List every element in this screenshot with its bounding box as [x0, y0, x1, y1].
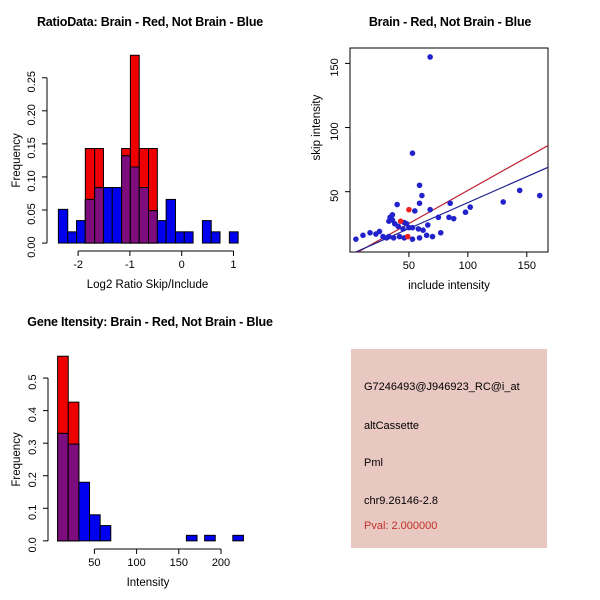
scatter-point-blue	[410, 236, 416, 242]
y-tick-label: 0.05	[26, 203, 38, 225]
histogram-bar-overlap	[122, 156, 131, 243]
y-tick-label: 0.3	[27, 439, 39, 455]
y-tick-label: 0.0	[27, 537, 39, 553]
x-tick-label: 100	[127, 557, 146, 569]
scatter-point-blue	[420, 227, 426, 233]
histogram-bar-overlap	[95, 188, 104, 244]
histogram-bar-blue	[205, 535, 216, 541]
histogram-bar-blue	[79, 482, 90, 541]
scatter-point-blue	[380, 234, 386, 240]
x-tick-label: 0	[178, 259, 185, 271]
scatter-point-blue	[394, 202, 400, 208]
pval-text: Pval: 2.000000	[364, 520, 438, 532]
gene-info-box	[351, 349, 547, 548]
x-tick-label: 200	[211, 557, 231, 569]
scatter-point-blue	[427, 54, 433, 60]
histogram-bar-blue	[202, 221, 211, 243]
intensity-scatter-title: Brain - Red, Not Brain - Blue	[368, 15, 532, 29]
y-tick-label: 150	[329, 58, 341, 77]
scatter-point-blue	[367, 230, 373, 236]
histogram-bar-overlap	[68, 444, 79, 541]
scatter-point-blue	[438, 230, 444, 236]
histogram-bar-blue	[103, 188, 112, 244]
ratio-histogram-title: RatioData: Brain - Red, Not Brain - Blue	[36, 15, 264, 29]
histogram-bar-blue	[186, 535, 197, 541]
y-tick-label: 0.2	[27, 472, 39, 488]
y-tick-label: 0.20	[26, 104, 38, 126]
event-type-text: altCassette	[364, 420, 420, 432]
histogram-bar-overlap	[85, 199, 94, 243]
y-tick-label: 0.4	[27, 406, 39, 423]
gene-intensity-histogram-chart	[0, 300, 300, 600]
scatter-point-red	[406, 207, 412, 213]
histogram-bar-overlap	[149, 211, 158, 243]
x-axis-label: Log2 Ratio Skip/Include	[86, 279, 209, 291]
scatter-point-blue	[537, 193, 543, 199]
scatter-point-blue	[391, 235, 397, 241]
histogram-bar-blue	[166, 199, 175, 243]
y-tick-label: 0.5	[27, 374, 39, 390]
histogram-bar-overlap	[58, 433, 69, 540]
histogram-bar-blue	[233, 535, 244, 541]
scatter-point-blue	[410, 150, 416, 156]
scatter-point-blue	[446, 215, 452, 221]
y-tick-label: 100	[329, 122, 341, 141]
x-tick-label: -2	[73, 259, 83, 271]
y-tick-label: 0.25	[26, 71, 38, 93]
x-tick-label: 50	[402, 260, 416, 272]
scatter-point-blue	[360, 233, 366, 239]
scatter-point-blue	[417, 235, 423, 241]
histogram-bar-blue	[157, 221, 166, 243]
scatter-point-blue	[417, 182, 423, 188]
scatter-point-blue	[451, 216, 457, 222]
scatter-point-blue	[373, 231, 379, 237]
x-axis-label: include intensity	[408, 280, 490, 292]
histogram-bar-blue	[77, 221, 86, 243]
y-tick-label: 0.00	[26, 236, 38, 258]
scatter-point-blue	[400, 226, 406, 232]
x-tick-label: -1	[124, 259, 135, 271]
y-tick-label: 0.15	[26, 137, 38, 159]
scatter-point-blue	[425, 222, 431, 228]
histogram-bar-blue	[112, 188, 121, 244]
histogram-bar-blue	[184, 232, 193, 243]
plot-box	[350, 48, 548, 252]
scatter-point-blue	[427, 207, 433, 213]
scatter-point-blue	[430, 234, 436, 240]
scatter-point-blue	[386, 218, 392, 224]
y-tick-label: 0.10	[25, 170, 38, 192]
panel-gene-intensity-histogram	[0, 300, 300, 600]
x-tick-label: 150	[169, 557, 188, 569]
scatter-point-blue	[463, 209, 469, 215]
x-tick-label: 1	[230, 259, 237, 271]
histogram-bar-overlap	[130, 167, 139, 243]
gene-name-text: Pml	[364, 457, 383, 469]
scatter-point-blue	[447, 200, 453, 206]
histogram-bar-blue	[229, 232, 238, 243]
x-tick-label: 100	[458, 260, 478, 272]
scatter-point-blue	[500, 199, 506, 205]
gene-intensity-histogram-title: Gene Itensity: Brain - Red, Not Brain - Blue	[27, 315, 273, 329]
scatter-point-blue	[517, 188, 523, 194]
scatter-point-blue	[412, 208, 418, 214]
x-tick-label: 50	[88, 557, 101, 569]
histogram-bar-blue	[90, 515, 101, 541]
scatter-point-blue	[417, 200, 423, 206]
scatter-point-red	[398, 218, 404, 224]
scatter-point-blue	[353, 236, 359, 242]
locus-text: chr9.26146-2.8	[364, 495, 438, 507]
y-axis-label: Frequency	[11, 432, 23, 487]
probe-id-text: G7246493@J946923_RC@i_at	[364, 381, 520, 393]
histogram-bar-blue	[211, 232, 220, 243]
histogram-bar-blue	[58, 209, 67, 243]
y-tick-label: 0.1	[27, 504, 39, 520]
scatter-point-blue	[436, 215, 442, 221]
fit-line-blue	[350, 167, 548, 254]
scatter-point-blue	[397, 234, 403, 240]
scatter-point-red	[405, 234, 411, 240]
panel-intensity-scatter	[300, 0, 600, 300]
ratio-histogram-chart	[0, 0, 300, 300]
panel-ratio-histogram	[0, 0, 300, 300]
scatter-point-blue	[424, 233, 430, 239]
scatter-point-blue	[467, 204, 473, 210]
x-tick-label: 150	[517, 260, 536, 272]
scatter-point-blue	[419, 193, 425, 199]
histogram-bar-overlap	[139, 188, 148, 244]
histogram-bar-blue	[100, 526, 111, 541]
panel-gene-info	[300, 300, 600, 600]
histogram-bar-blue	[175, 232, 184, 243]
y-axis-label: skip intensity	[311, 94, 323, 161]
x-axis-label: Intensity	[126, 577, 170, 589]
histogram-bar-blue	[68, 232, 77, 243]
y-tick-label: 50	[329, 189, 341, 202]
y-axis-label: Frequency	[11, 133, 23, 188]
intensity-scatter-chart	[300, 0, 600, 300]
scatter-point-blue	[416, 226, 422, 232]
